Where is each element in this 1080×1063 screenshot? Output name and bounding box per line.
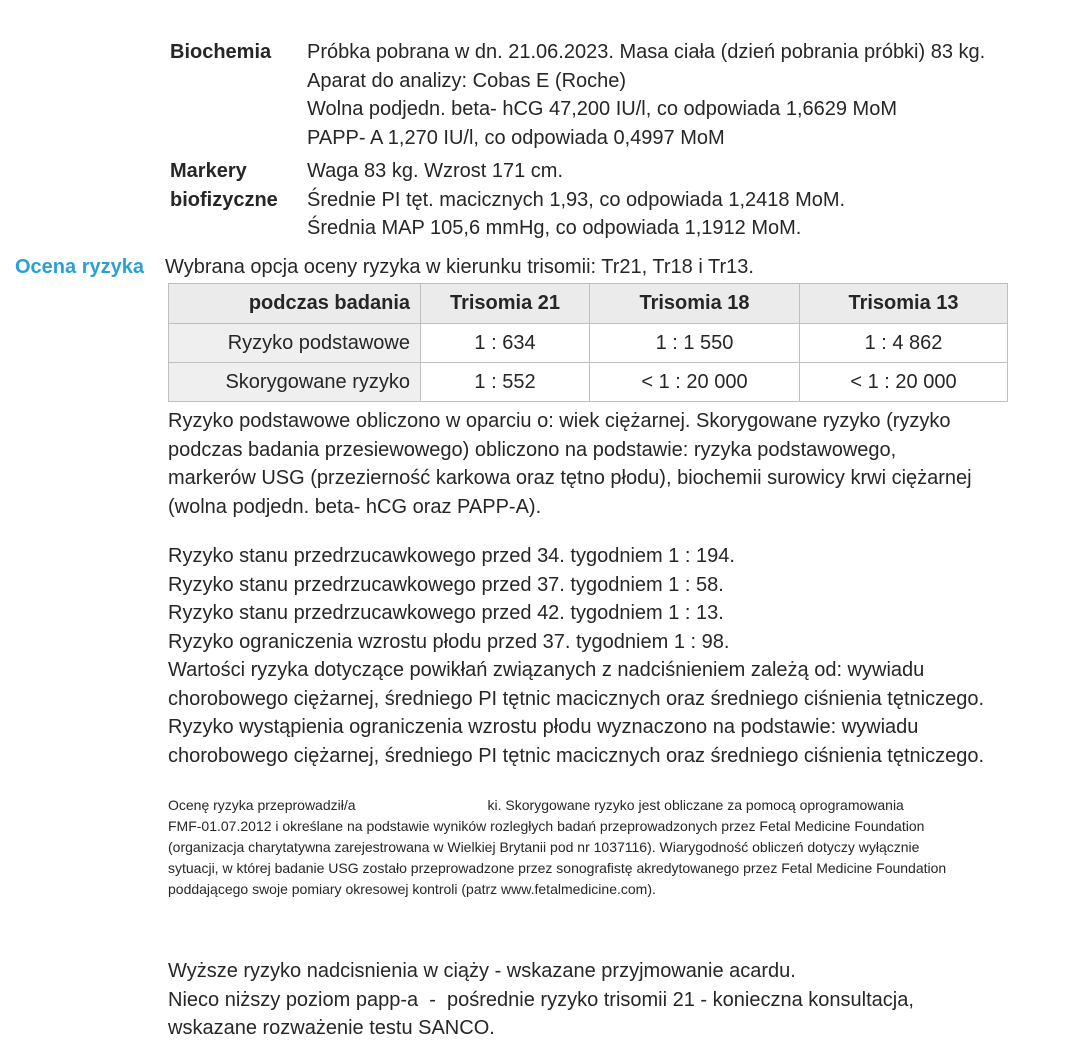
ocena-ryzyka-label: Ocena ryzyka [15, 255, 144, 278]
markery-section [170, 157, 1080, 243]
doctor-notes [168, 957, 1080, 1043]
biochemia-line-4: PAPP- A 1,270 IU/l, co odpowiada 0,4997 MoM [307, 126, 725, 149]
markery-line-3: Średnia MAP 105,6 mmHg, co odpowiada 1,1912 MoM. [307, 217, 802, 239]
biochemia-section [170, 38, 1080, 152]
disclaimer-performer-line [168, 795, 1080, 816]
table-cell: 1 : 4 862 [800, 324, 1008, 363]
risk-explanation-paragraph [168, 407, 1080, 521]
biochemia-line-2: Aparat do analizy: Cobas E (Roche) [307, 69, 627, 92]
ocena-ryzyka-section [15, 253, 1080, 282]
risk-value-line: chorobowego ciężarnej, średniego PI tętnic macicznych oraz średniego ciśnienia tętniczego. [168, 744, 985, 767]
biochemia-content [307, 38, 1080, 152]
risk-table [168, 283, 1008, 402]
explanation-line: podczas badania przesiewowego) obliczono na podstawie: ryzyka podstawowego, [168, 438, 897, 461]
table-cell: 1 : 634 [421, 324, 590, 363]
table-row-skorygowane-ryzyko [169, 363, 1008, 402]
markery-line-2: Średnie PI tęt. macicznych 1,93, co odpowiada 1,2418 MoM. [307, 188, 846, 211]
markery-label-line-1: Markery [170, 160, 247, 182]
markery-line-1: Waga 83 kg. Wzrost 171 cm. [307, 160, 564, 182]
biochemia-line-1: Próbka pobrana w dn. 21.06.2023. Masa ciała (dzień pobrania próbki) 83 kg. [307, 41, 986, 63]
note-line: Wyższe ryzyko nadcisnienia w ciąży - wskazane przyjmowanie acardu. [168, 960, 796, 982]
biochemia-label: Biochemia [170, 41, 272, 63]
table-header-trisomia-18: Trisomia 18 [590, 284, 800, 324]
risk-value-line: Ryzyko wystąpienia ograniczenia wzrostu płodu wyznaczono na podstawie: wywiadu [168, 716, 919, 738]
markery-label-line-2: biofizyczne [170, 188, 278, 211]
note-line: Nieco niższy poziom papp-a - pośrednie ryzyko trisomii 21 - konieczna konsultacja, [168, 988, 914, 1011]
risk-table-header-row [169, 284, 1008, 324]
table-row-label: Skorygowane ryzyko [169, 363, 421, 402]
table-cell: 1 : 1 550 [590, 324, 800, 363]
biochemia-line-3: Wolna podjedn. beta- hCG 47,200 IU/l, co odpowiada 1,6629 MoM [307, 98, 897, 120]
risk-value-line: chorobowego ciężarnej, średniego PI tętnic macicznych oraz średniego ciśnienia tętniczego. [168, 687, 985, 710]
risk-value-line: Ryzyko ograniczenia wzrostu płodu przed 37. tygodniem 1 : 98. [168, 630, 730, 653]
explanation-line: (wolna podjedn. beta- hCG oraz PAPP-A). [168, 495, 542, 518]
risk-value-line: Wartości ryzyka dotyczące powikłań związanych z nadciśnieniem zależą od: wywiadu [168, 659, 925, 681]
table-cell: < 1 : 20 000 [800, 363, 1008, 402]
ocena-ryzyka-intro: Wybrana opcja oceny ryzyka w kierunku trisomii: Tr21, Tr18 i Tr13. [165, 255, 754, 278]
explanation-line: Ryzyko podstawowe obliczono w oparciu o: wiek ciężarnej. Skorygowane ryzyko (ryzyko [168, 410, 951, 432]
disclaimer-line: poddającego swoje pomiary okresowej kontroli (patrz www.fetalmedicine.com). [168, 881, 656, 897]
markery-label [170, 157, 307, 243]
fmf-disclaimer [168, 795, 1080, 900]
performer-suffix: ki. Skorygowane ryzyko jest obliczane za pomocą oprogramowania [487, 797, 904, 813]
markery-content [307, 157, 1080, 243]
table-cell: 1 : 552 [421, 363, 590, 402]
note-line: wskazane rozważenie testu SANCO. [168, 1017, 495, 1039]
disclaimer-line: sytuacji, w której badanie USG zostało przeprowadzone przez sonografistę akredytowanego przez Fetal Medicine Foundation [168, 860, 947, 876]
table-row-label: Ryzyko podstawowe [169, 324, 421, 363]
disclaimer-line: (organizacja charytatywna zarejestrowana w Wielkiej Brytanii pod nr 1037116). Wiarygodność obliczeń dotyczy wyłącznie [168, 839, 920, 855]
performer-prefix: Ocenę ryzyka przeprowadził/a [168, 797, 356, 813]
risk-values-paragraph [168, 542, 1080, 770]
explanation-line: markerów USG (przezierność karkowa oraz tętno płodu), biochemii surowicy krwi ciężarnej [168, 467, 972, 489]
table-header-podczas-badania: podczas badania [169, 284, 421, 324]
table-row-ryzyko-podstawowe [169, 324, 1008, 363]
disclaimer-line: FMF-01.07.2012 i określane na podstawie wyników rozległych badań przeprowadzonych przez Fetal Medicine Foundation [168, 818, 925, 834]
table-header-trisomia-21: Trisomia 21 [421, 284, 590, 324]
table-header-trisomia-13: Trisomia 13 [800, 284, 1008, 324]
risk-value-line: Ryzyko stanu przedrzucawkowego przed 37. tygodniem 1 : 58. [168, 573, 724, 596]
risk-value-line: Ryzyko stanu przedrzucawkowego przed 34. tygodniem 1 : 194. [168, 545, 735, 567]
table-cell: < 1 : 20 000 [590, 363, 800, 402]
risk-value-line: Ryzyko stanu przedrzucawkowego przed 42. tygodniem 1 : 13. [168, 602, 724, 624]
